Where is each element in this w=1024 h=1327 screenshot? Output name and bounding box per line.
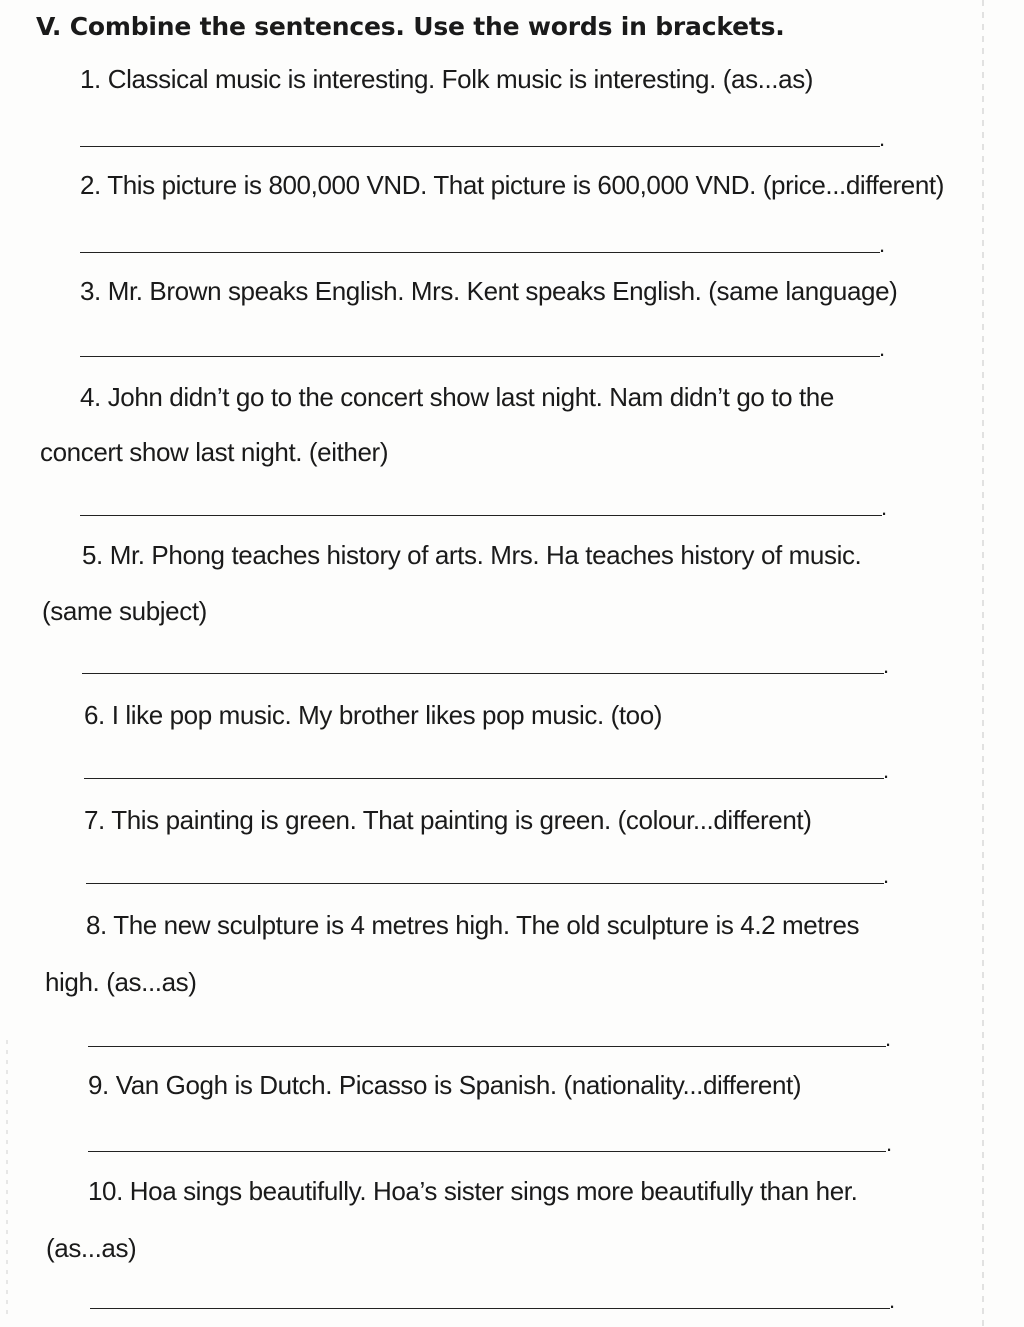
item-8-answer-line[interactable] (88, 1046, 886, 1047)
item-2-period: . (879, 232, 886, 257)
scan-edge-left (6, 1040, 8, 1320)
item-7-period: . (883, 863, 890, 888)
item-4-answer-line[interactable] (80, 515, 882, 516)
item-1-text: 1. Classical music is interesting. Folk music is interesting. (as...as) (80, 64, 814, 94)
item-6-text: 6. I like pop music. My brother likes pop music. (too) (84, 700, 663, 730)
item-6-answer-line[interactable] (84, 778, 884, 779)
item-5-answer-line[interactable] (82, 673, 884, 674)
item-3-text: 3. Mr. Brown speaks English. Mrs. Kent speaks English. (same language) (80, 276, 898, 306)
item-2-answer-line[interactable] (80, 252, 880, 253)
item-1-answer-line[interactable] (80, 146, 880, 147)
scan-edge-right (982, 0, 984, 1327)
item-3-period: . (879, 336, 886, 361)
item-4-text-line-2: concert show last night. (either) (40, 437, 389, 467)
item-6-period: . (883, 758, 890, 783)
item-5-period: . (883, 653, 890, 678)
item-10-period: . (889, 1288, 896, 1313)
item-9-text: 9. Van Gogh is Dutch. Picasso is Spanish. (nationality...different) (88, 1070, 802, 1100)
item-5-text-line-1: 5. Mr. Phong teaches history of arts. Mrs. Ha teaches history of music. (82, 540, 862, 570)
item-10-answer-line[interactable] (90, 1308, 890, 1309)
item-7-answer-line[interactable] (86, 883, 884, 884)
item-10-text-line-2: (as...as) (46, 1233, 137, 1263)
exercise-heading: V. Combine the sentences. Use the words in brackets. (36, 12, 785, 41)
item-8-period: . (885, 1026, 892, 1051)
item-8-text-line-1: 8. The new sculpture is 4 metres high. The old sculpture is 4.2 metres (86, 910, 860, 940)
item-3-answer-line[interactable] (80, 356, 880, 357)
item-5-text-line-2: (same subject) (42, 596, 207, 626)
item-4-text-line-1: 4. John didn’t go to the concert show last night. Nam didn’t go to the (80, 382, 834, 412)
item-7-text: 7. This painting is green. That painting is green. (colour...different) (84, 805, 812, 835)
item-9-period: . (886, 1131, 893, 1156)
item-8-text-line-2: high. (as...as) (45, 967, 197, 997)
item-4-period: . (881, 495, 888, 520)
item-2-text: 2. This picture is 800,000 VND. That picture is 600,000 VND. (price...different) (80, 170, 944, 200)
item-10-text-line-1: 10. Hoa sings beautifully. Hoa’s sister sings more beautifully than her. (88, 1176, 858, 1206)
item-9-answer-line[interactable] (88, 1151, 886, 1152)
item-1-period: . (879, 126, 886, 151)
